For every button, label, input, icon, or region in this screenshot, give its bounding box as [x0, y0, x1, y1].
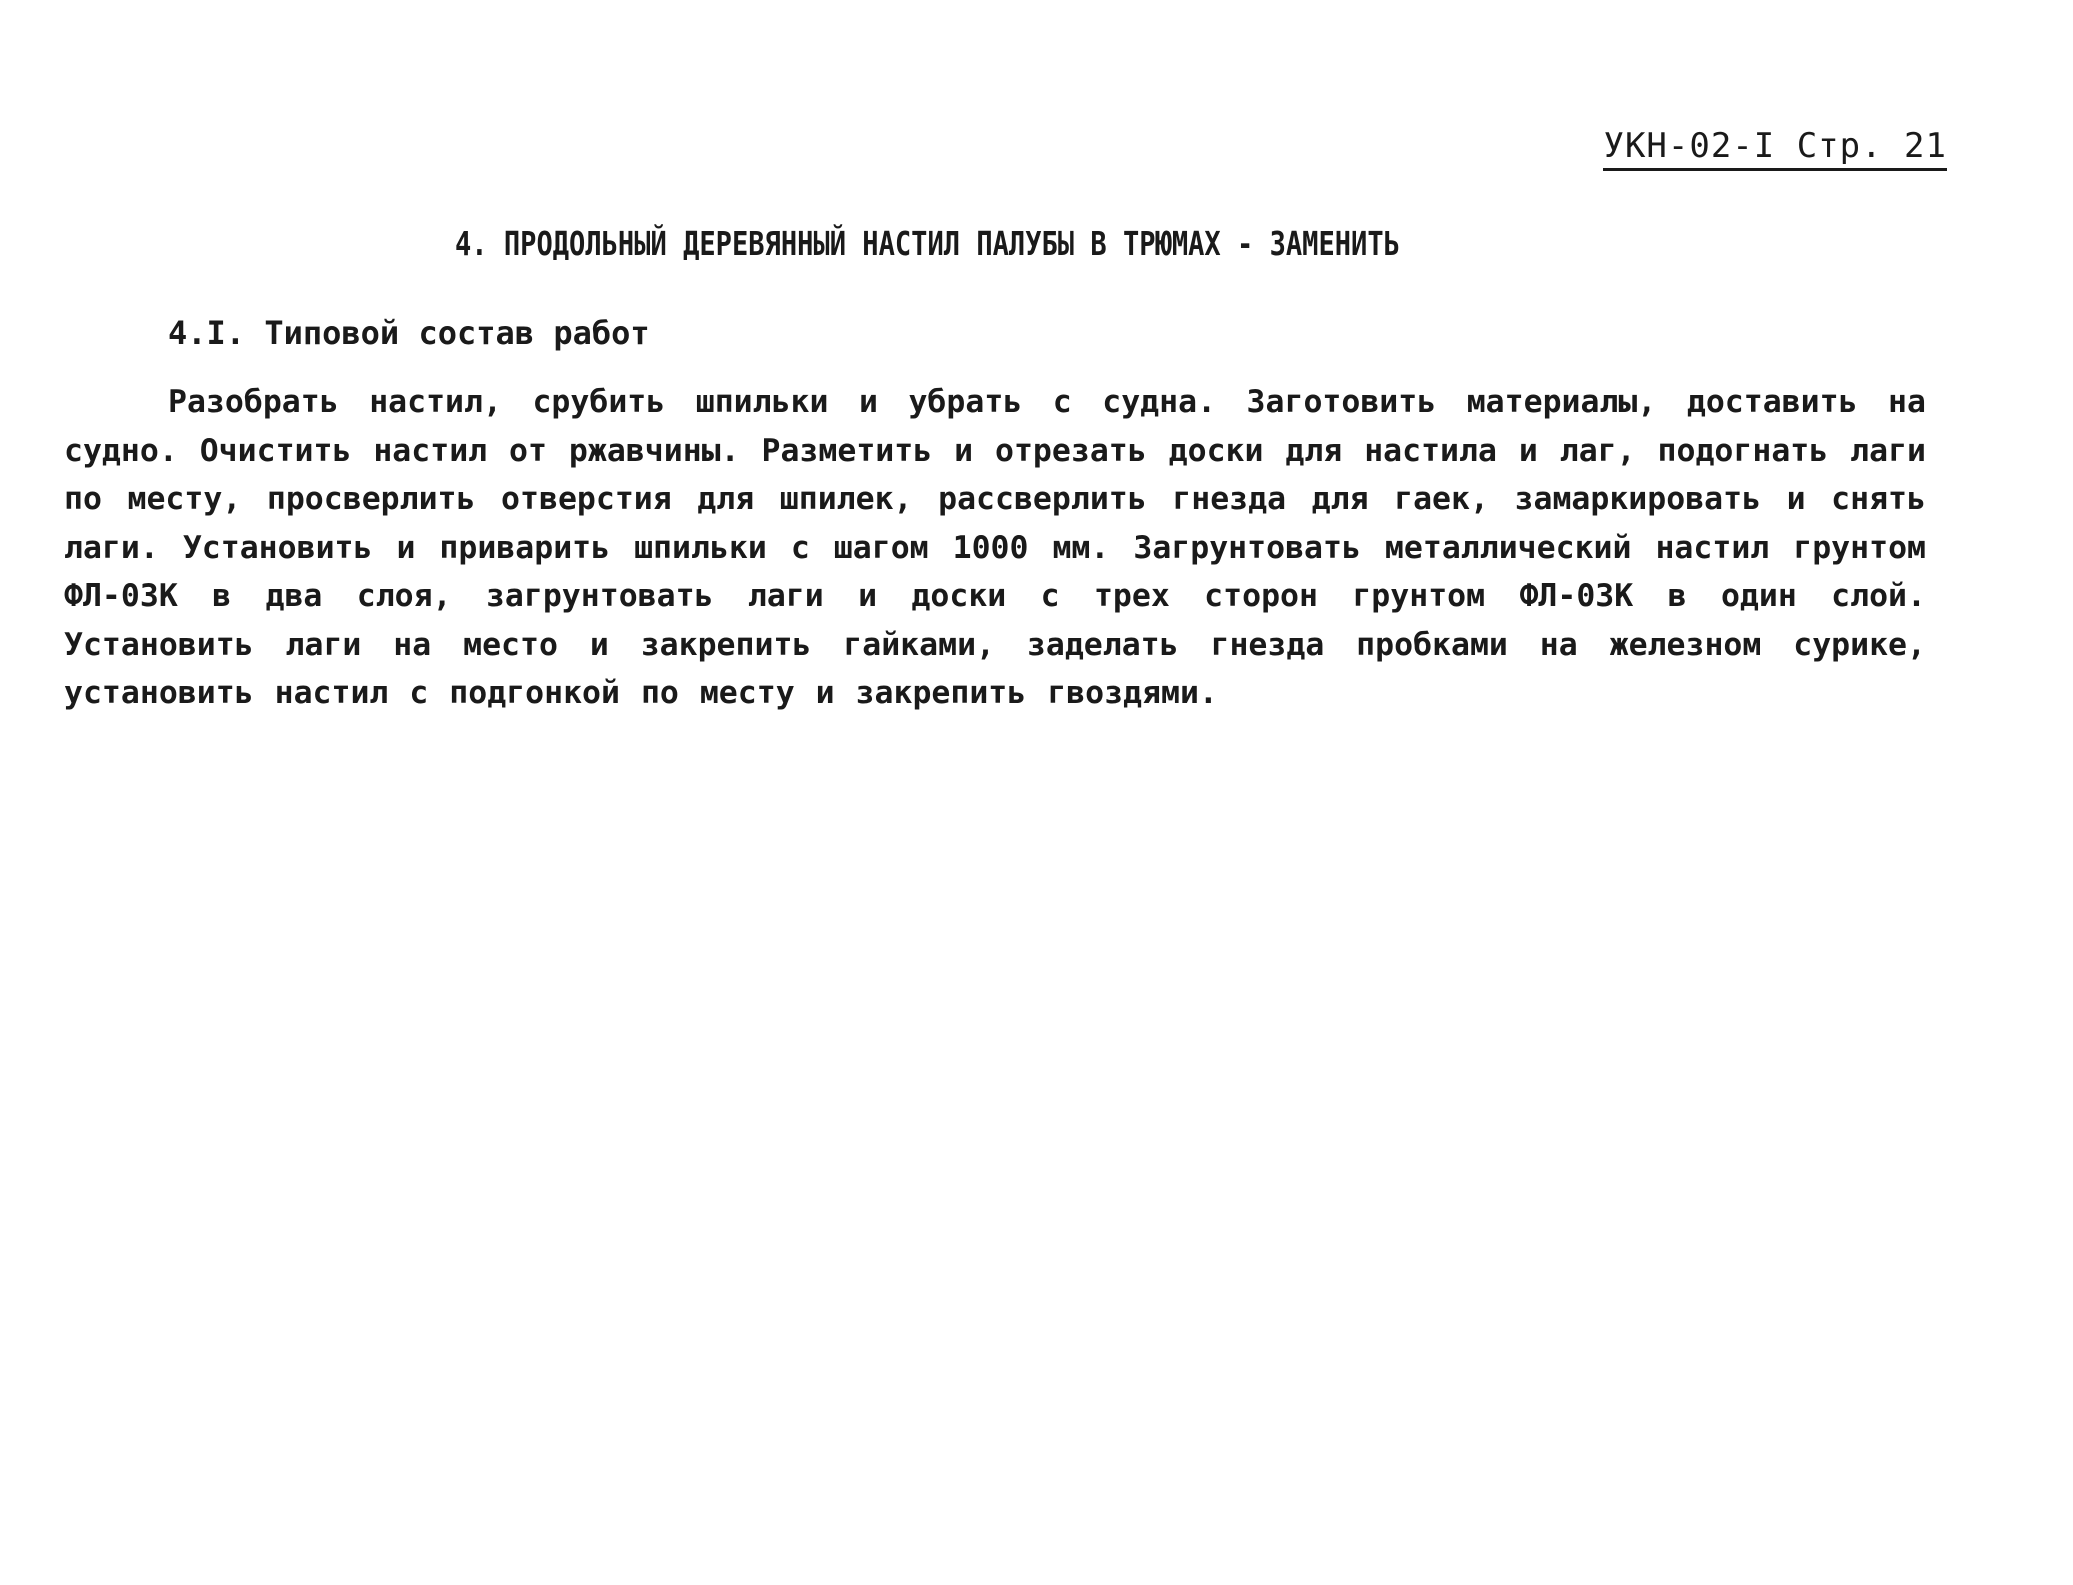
body-paragraph: Разобрать настил, срубить шпильки и убрать с судна. Заготовить материалы, доставить на судно. Очистить настил от ржавчины. Разметить и отрезать доски для настила и лаг, подогнать лаги по месту, просверлить отверстия для шпилек, рассверлить гнезда для гаек, замаркировать и снять лаги. Установить и приварить шпильки с шагом 1000 мм. Загрунтовать металлический настил грунтом ФЛ-03К в два слоя, загрунтовать лаги и доски с трех сторон грунтом ФЛ-03К в один слой. Установить лаги на место и закрепить гайками, заделать гнезда пробками на железном сурике, установить настил с подгонкой по месту и закрепить гвоздями.	[64, 384, 1926, 711]
page-reference: УКН-02-I Стр. 21	[1603, 126, 1947, 171]
subsection-title: 4.I. Типовой состав работ	[168, 314, 650, 352]
section-title: 4. ПРОДОЛЬНЫЙ ДЕРЕВЯННЫЙ НАСТИЛ ПАЛУБЫ В ТРЮМАХ - ЗАМЕНИТЬ	[455, 224, 1400, 263]
